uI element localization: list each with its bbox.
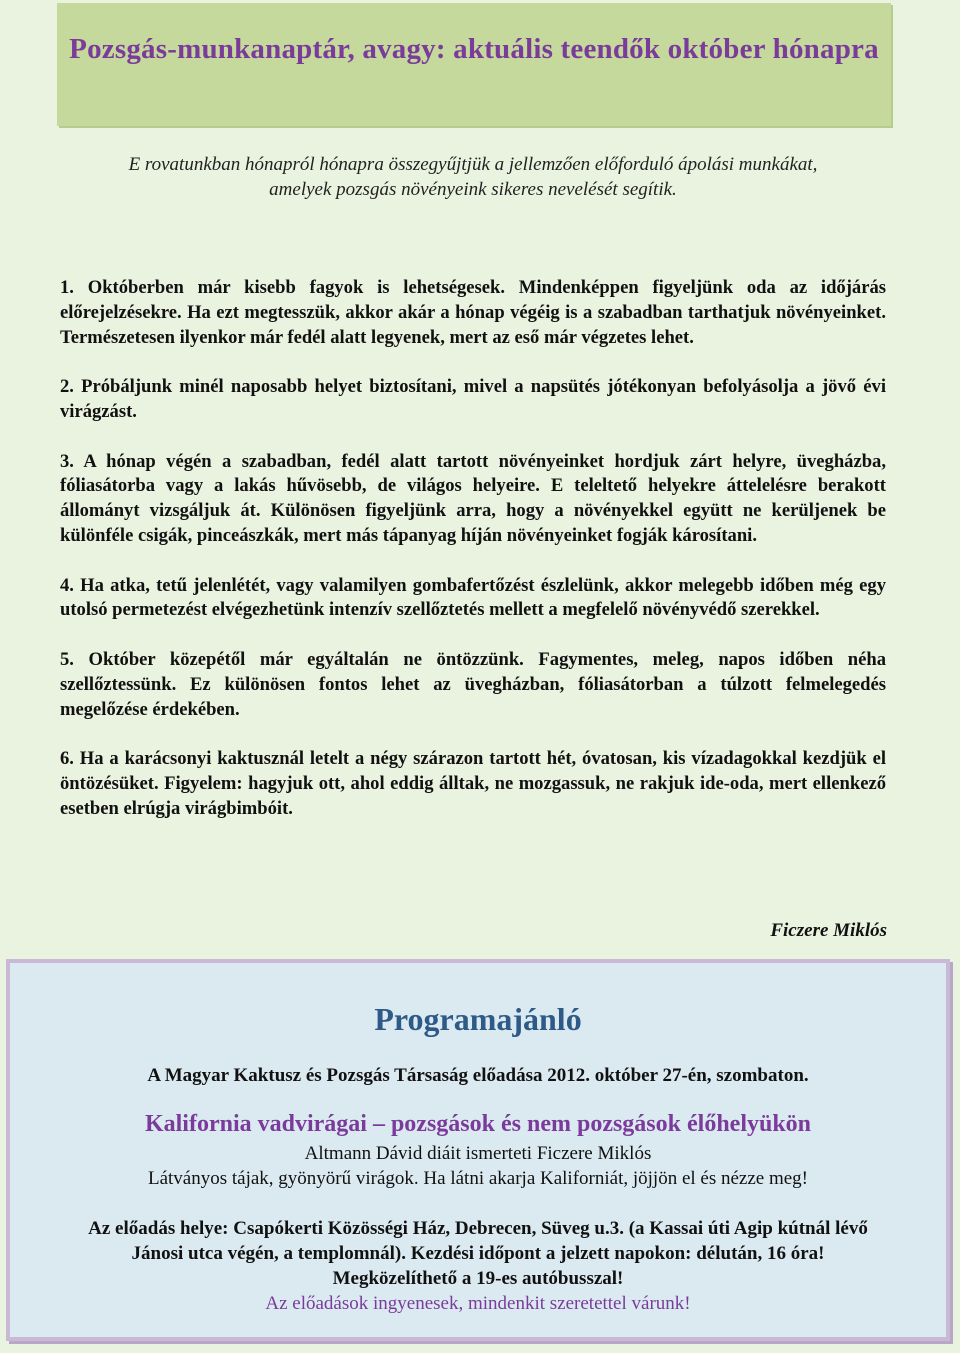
page-title: Pozsgás-munkanaptár, avagy: aktuális teendők október hónapra [69, 33, 879, 65]
intro-line: amelyek pozsgás növényeink sikeres nevelését segítik. [269, 179, 677, 200]
task-list [60, 276, 886, 822]
venue-line-2: Jánosi utca végén, a templomnál). Kezdési időpont a jelzett napokon: délután, 16 óra! [131, 1243, 825, 1264]
teaser-line: Látványos tájak, gyönyörű virágok. Ha látni akarja Kaliforniát, jöjjön el és nézze meg! [147, 1168, 809, 1189]
program-heading: Programajánló [374, 1001, 582, 1037]
event-line: A Magyar Kaktusz és Pozsgás Társaság előadása 2012. október 27-én, szombaton. [147, 1065, 809, 1086]
title-banner [57, 3, 891, 126]
intro-line: E rovatunkban hónapról hónapra összegyűjtjük a jellemzően előforduló ápolási munkákat, [128, 154, 818, 175]
task-item-4: 4. Ha atka, tetű jelenlétét, vagy valamilyen gombafertőzést észlelünk, akkor melegebb időben még egy utolsó permetezést elvégezhetünk intenzív szellőztetés mellett a megfelelő növényvédő szerekkel. [60, 574, 886, 621]
task-item-3: 3. A hónap végén a szabadban, fedél alatt tartott növényeinket hordjuk zárt helyre, üvegházba, fóliasátorba vagy a lakás hűvösebb, de világos helyeire. E teleltető helyekre áttelelésre berakott állományt vizsgáljuk át. Különösen figyeljünk arra, hogy a növényekkel együtt ne kerüljenek be különféle csigák, pinceászkák, mert más tápanyag híján növényeinket fogják károsítani. [60, 450, 886, 546]
talk-title: Kalifornia vadvirágai – pozsgások és nem pozsgások élőhelyükön [144, 1111, 812, 1137]
task-item-2: 2. Próbáljunk minél naposabb helyet biztosítani, mivel a napsütés jótékonyan befolyásolja a jövő évi virágzást. [60, 376, 886, 422]
author-signature: Ficzere Miklós [770, 920, 887, 941]
task-item-6: 6. Ha a karácsonyi kaktusznál letelt a négy szárazon tartott hét, óvatosan, kis vízadagokkal kezdjük el öntözésüket. Figyelem: hagyjuk ott, ahol eddig álltak, ne mozgassuk, ne rakjuk ide-oda, mert ellenkező esetben elrúgja virágbimbóit. [60, 748, 886, 819]
task-item-1: 1. Októberben már kisebb fagyok is lehetségesek. Mindenképpen figyeljünk oda az időjárás előrejelzésekre. Ha ezt megtesszük, akkor akár a hónap végéig is a szabadban tarthatjuk növényeinket. Természetesen ilyenkor már fedél alatt legyenek, mert az eső már végzetes lehet. [60, 277, 886, 348]
intro-paragraph [60, 152, 886, 202]
transport-line: Megközelíthető a 19-es autóbusszal! [332, 1268, 624, 1289]
venue-line-1: Az előadás helye: Csapókerti Közösségi Ház, Debrecen, Süveg u.3. (a Kassai úti Agip kútnál lévő [88, 1218, 868, 1239]
presenter-line: Altmann Dávid diáit ismerteti Ficzere Miklós [304, 1143, 652, 1164]
closing-line: Az előadások ingyenesek, mindenkit szeretettel várunk! [265, 1293, 691, 1314]
program-box [6, 959, 950, 1341]
task-item-5: 5. Október közepétől már egyáltalán ne öntözzünk. Fagymentes, meleg, napos időben néha szellőztessünk. Ez különösen fontos lehet az üvegházban, fóliasátorban a túlzott felmelegedés megelőzése érdekében. [60, 648, 886, 720]
